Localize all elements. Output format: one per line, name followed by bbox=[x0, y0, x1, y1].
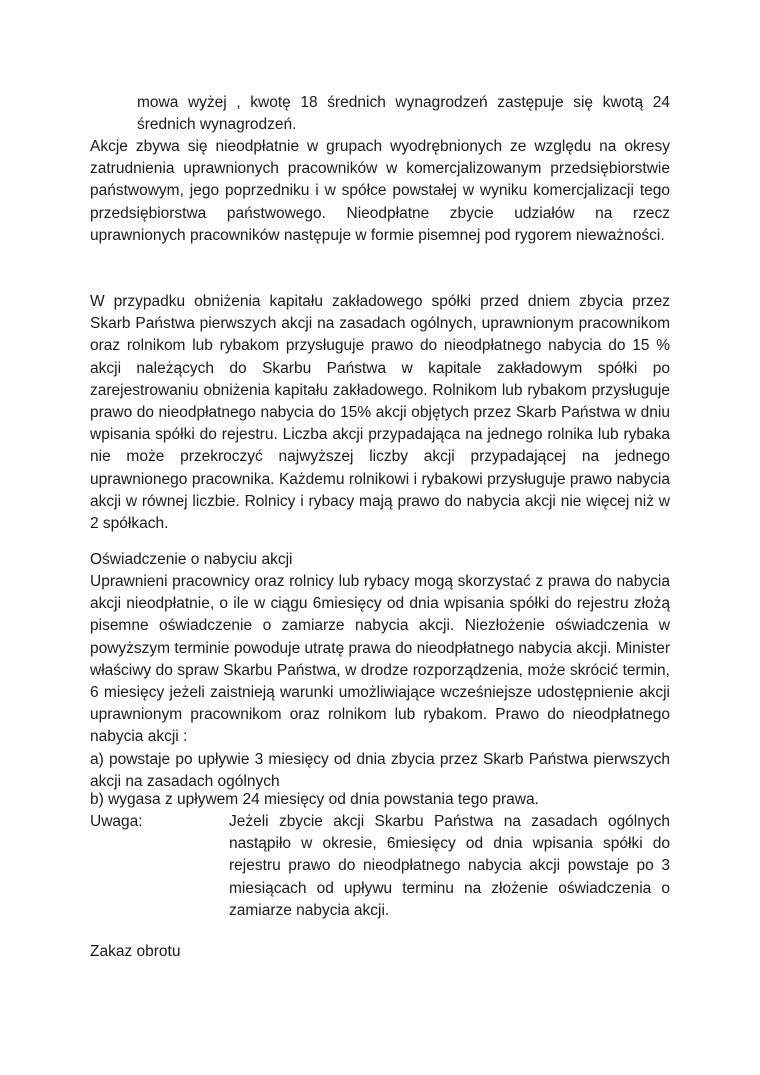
capital-reduction-paragraph: W przypadku obniżenia kapitału zakładowego spółki przed dniem zbycia przez Skarb Państwa pierwszych akcji na zasadach ogólnych, uprawnionym pracownikom oraz rolnikom lub rybakom przysługuje prawo do nieodpłatnego nabycia do 15 % akcji należących do Skarbu Państwa w kapitale zakładowym spółki po zarejestrowaniu obniżenia kapitału zakładowego. Rolnikom lub rybakom przysługuje prawo do nieodpłatnego nabycia do 15% akcji objętych przez Skarb Państwa w dniu wpisania spółki do rejestru. Liczba akcji przypadająca na jednego rolnika lub rybaka nie może przekroczyć najwyższej liczby akcji przypadającej na jednego uprawnionego pracownika. Każdemu rolnikowi i rybakowi przysługuje prawo nabycia akcji w równej liczbie. Rolnicy i rybacy mają prawo do nabycia akcji nie więcej niż w 2 spółkach. bbox=[90, 293, 670, 533]
list-item-a: a) powstaje po upływie 3 miesięcy od dnia zbycia przez Skarb Państwa pierwszych akcji na zasadach ogólnych bbox=[90, 751, 670, 791]
note-text: Jeżeli zbycie akcji Skarbu Państwa na zasadach ogólnych nastąpiło w okresie, 6miesięcy od dnia wpisania spółki do rejestru prawo do nieodpłatnego nabycia akcji powstaje po 3 miesiącach od upływu terminu na złożenie oświadczenia o zamiarze nabycia akcji. bbox=[229, 813, 670, 919]
declaration-heading: Oświadczenie o nabyciu akcji bbox=[90, 551, 293, 568]
note-label: Uwaga: bbox=[90, 813, 143, 830]
free-disposal-paragraph: Akcje zbywa się nieodpłatnie w grupach wyodrębnionych ze względu na okresy zatrudnienia uprawnionych pracowników w komercjalizowanym przedsiębiorstwie państwowym, jego poprzedniku i w spółce powstałej w wyniku komercjalizacji tego przedsiębiorstwa państwowego. Nieodpłatne zbycie udziałów na rzecz uprawnionych pracowników następuje w formie pisemnej pod rygorem nieważności. bbox=[90, 138, 670, 244]
trading-ban-heading: Zakaz obrotu bbox=[90, 943, 181, 960]
list-item-b: b) wygasa z upływem 24 miesięcy od dnia powstania tego prawa. bbox=[90, 791, 539, 808]
intro-continuation-paragraph: mowa wyżej , kwotę 18 średnich wynagrodzeń zastępuje się kwotą 24 średnich wynagrodzeń. bbox=[137, 94, 670, 134]
declaration-paragraph: Uprawnieni pracownicy oraz rolnicy lub rybacy mogą skorzystać z prawa do nabycia akcji nieodpłatnie, o ile w ciągu 6miesięcy od dnia wpisania spółki do rejestru złożą pisemne oświadczenie o zamiarze nabycia akcji. Niezłożenie oświadczenia w powyższym terminie powoduje utratę prawa do nieodpłatnego nabycia akcji. Minister właściwy do spraw Skarbu Państwa, w drodze rozporządzenia, może skrócić termin, 6 miesięcy jeżeli zaistnieją warunki umożliwiające wcześniejsze udostępnienie akcji uprawnionym pracownikom oraz rolnikom lub rybakom. Prawo do nieodpłatnego nabycia akcji : bbox=[90, 573, 670, 746]
